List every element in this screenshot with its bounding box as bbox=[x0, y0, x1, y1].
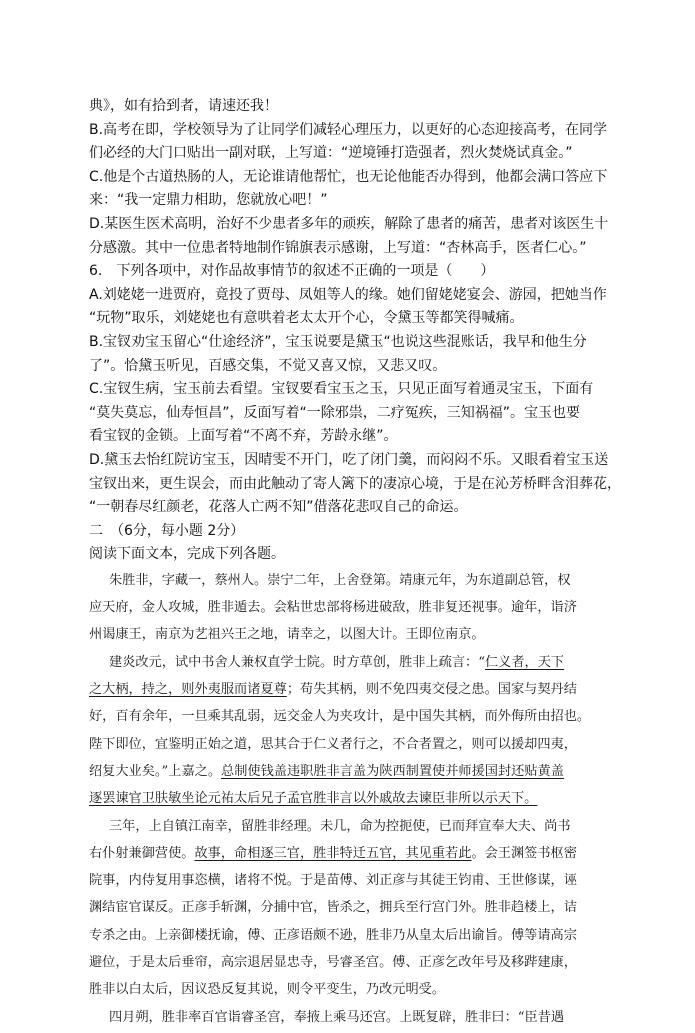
text-line: 二 （6分，每小题 2分） bbox=[89, 522, 245, 539]
text-line: “玩物”取乐，刘姥姥也有意哄着老太太开个心，令黛玉等都笑得喊痛。 bbox=[89, 310, 524, 327]
text-line: 阅读下面文本，完成下列各题。 bbox=[89, 546, 285, 563]
underlined-text: 之大柄，持之，则外夷服而诸夏尊 bbox=[89, 682, 287, 698]
passage-text: 绍复大业矣。”上嘉之。 bbox=[89, 763, 222, 779]
text-line: C.宝钗生病，宝玉前去看望。宝钗要看宝玉之玉，只见正面写着通灵宝玉，下面有 bbox=[89, 381, 594, 398]
passage-text: 。会王渊签书枢密 bbox=[471, 845, 577, 861]
text-line: 来：“我一定鼎力相助，您就放心吧！” bbox=[89, 192, 328, 209]
passage-line bbox=[89, 869, 609, 896]
underlined-text: 仁义者，天下 bbox=[485, 654, 565, 670]
passage-line bbox=[89, 787, 609, 814]
classical-passage bbox=[89, 569, 609, 1033]
passage-text: 专杀之由。上亲御楼抚谕，傅、正彦语颇不逊，胜非乃从皇太后出谕旨。傅等请高宗 bbox=[89, 927, 577, 943]
document-content bbox=[89, 95, 621, 1033]
text-line: 分感激。其中一位患者特地制作锦旗表示感谢，上写道：“杏林高手，医者仁心。” bbox=[89, 239, 587, 256]
passage-text: 四月朔，胜非率百官诣睿圣宫，奉掖上乘马还宫。上既复辟，胜非曰：“臣昔遇 bbox=[109, 1009, 565, 1025]
text-line: D.某医生医术高明，治好不少患者多年的顽疾，解除了患者的痛苦，患者对该医生十 bbox=[89, 215, 609, 232]
passage-text: 渊结宦官谋反。正彦手斩渊，分捕中官，皆杀之，拥兵至行宫门外。胜非趋楼上，诘 bbox=[89, 900, 577, 916]
text-line: 们必经的大门口贴出一副对联，上写道：“逆境锤打造强者，烈火焚烧试真金。” bbox=[89, 145, 573, 162]
underlined-text: 逐罢谏官卫肤敏坐论元祐太后兄子孟官胜非言以外戚故去谏臣非所以示天下。 bbox=[89, 791, 538, 807]
passage-line bbox=[89, 1006, 609, 1033]
passage-text: 陛下即位，宜鉴明正始之道，思其合于仁义者行之，不合者置之，则可以援却四夷， bbox=[89, 736, 577, 752]
passage-line bbox=[89, 569, 609, 596]
passage-line bbox=[89, 815, 609, 842]
passage-line bbox=[89, 760, 609, 787]
passage-text: 胜非以白太后，因议恐反复其说，则令平变生，乃改元明受。 bbox=[89, 982, 446, 998]
text-line: D.黛玉去怡红院访宝玉，因晴雯不开门，吃了闭门羹，而闷闷不乐。又眼看着宝玉送 bbox=[89, 451, 609, 468]
text-line: “莫失莫忘，仙寿恒昌”，反面写着“一除邪祟，二疗冤疾，三知祸福”。宝玉也要 bbox=[89, 404, 581, 421]
text-line: “一朝春尽红颜老，花落人亡两不知”借落花悲叹自己的命运。 bbox=[89, 499, 468, 516]
passage-line bbox=[89, 978, 609, 1005]
passage-text: 院事，内侍复用事恣横，诸将不悦。于是苗傅、刘正彦与其徒王钧甫、王世修谋，诬 bbox=[89, 873, 577, 889]
passage-line bbox=[89, 733, 609, 760]
passage-line bbox=[89, 842, 609, 869]
passage-line bbox=[89, 951, 609, 978]
passage-line bbox=[89, 924, 609, 951]
passage-text: 好，百有余年，一旦乘其乱弱，远交金人为夹攻计，是中国失其柄，而外侮所由招也。 bbox=[89, 709, 591, 725]
passage-text: ；苟失其柄，则不免四夷交侵之患。国家与契丹结 bbox=[286, 682, 577, 698]
passage-text: 应天府，金人攻城，胜非遁去。会粘世忠部将杨进破敌，胜非复还视事。逾年，诣济 bbox=[89, 600, 577, 616]
passage-text: 建炎改元，试中书舍人兼权直学士院。时方草创，胜非上疏言：“ bbox=[109, 654, 485, 670]
text-line: 看宝钗的金锁。上面写着“不离不弃，芳龄永继”。 bbox=[89, 428, 398, 445]
passage-text: 州谒康王，南京为艺祖兴王之地，请幸之，以图大计。王即位南京。 bbox=[89, 627, 485, 643]
text-line: B.宝钗劝宝玉留心“仕途经济”，宝玉说要是黛玉“也说这些混账话，我早和他生分 bbox=[89, 333, 587, 350]
passage-line bbox=[89, 623, 609, 650]
passage-text: 避位，于是太后垂帘，高宗退居显忠寺，号睿圣宫。傅、正彦乞改年号及移跸建康， bbox=[89, 955, 577, 971]
passage-line bbox=[89, 678, 609, 705]
passage-line bbox=[89, 651, 609, 678]
passage-text: 朱胜非，字藏一，蔡州人。崇宁二年，上舍登第。靖康元年，为东道副总管，权 bbox=[109, 572, 571, 588]
text-line: C.他是个古道热肠的人，无论谁请他帮忙，也无论他能否办得到，他都会满口答应下 bbox=[89, 168, 608, 185]
underlined-text: 故事，命相逐三官，胜非特迁五官，其见重若此 bbox=[194, 845, 472, 861]
underlined-text: 总制使钱盖违职胜非言盖为陕西制置使并师援国封还贴黄盖 bbox=[221, 763, 564, 779]
passage-line bbox=[89, 596, 609, 623]
text-line: 典》，如有拾到者，请速还我！ bbox=[89, 98, 278, 114]
question-options bbox=[89, 95, 621, 567]
text-line: 宝钗出来，更生误会，而由此触动了寄人篱下的凄凉心境，于是在沁芳桥畔含泪葬花， bbox=[89, 475, 621, 492]
passage-line bbox=[89, 705, 609, 732]
text-line: B.高考在即，学校领导为了让同学们减轻心理压力，以更好的心态迎接高考，在同学 bbox=[89, 121, 608, 138]
text-line: 6. 下列各项中，对作品故事情节的叙述不正确的一项是（ ） bbox=[89, 263, 495, 280]
passage-text: 三年，上自镇江南幸，留胜非经理。未几，命为控扼使，已而拜宣奉大夫、尚书 bbox=[109, 818, 571, 834]
text-line: 了”。恰黛玉听见，百感交集，不觉又喜又惊，又悲又叹。 bbox=[89, 357, 447, 374]
passage-line bbox=[89, 896, 609, 923]
passage-text: 右仆射兼御营使。 bbox=[89, 845, 195, 861]
text-line: A.刘姥姥一进贾府，竟投了贾母、凤姐等人的缘。她们留姥姥宴会、游园，把她当作 bbox=[89, 286, 607, 303]
